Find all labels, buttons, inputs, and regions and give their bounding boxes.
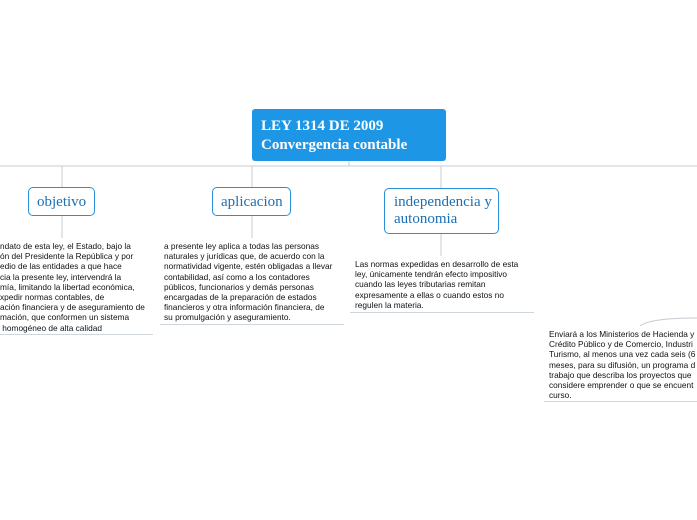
note-aplicacion: a presente ley aplica a todas las personas naturales y jurídicas que, de acuerdo con la normatividad vigente, estén obligadas a llevar contabilidad, así como a los contadores públicos, funcionarios y demás personas encargadas de la preparación de estados financieros y otra información financiera, de su promulgación y aseguramiento.	[164, 241, 333, 323]
note-side: Enviará a los Ministerios de Hacienda y Crédito Público y de Comercio, Industri Turismo, al menos una vez cada seis (6 meses, para su difusión, un programa d trabajo que describa los proyectos que considere emprender o que se encuent curso.	[549, 329, 696, 401]
note-side-divider	[544, 401, 697, 402]
topic-aplicacion[interactable]	[212, 187, 291, 216]
note-objetivo: ndato de esta ley, el Estado, bajo la ón del Presidente la República y por edio de las entidades a que hace cia la presente ley, intervendrá la mía, limitando la libertad económica, xpedir normas contables, de ación financiera y de aseguramiento de mación, que conformen un sistema homogéneo de alta calidad	[0, 241, 145, 333]
note-independencia-divider	[350, 312, 534, 313]
root-title-line1: LEY 1314 DE 2009	[261, 118, 384, 134]
topic-aplicacion-label: aplicacion	[221, 194, 283, 210]
note-aplicacion-divider	[160, 324, 344, 325]
topic-independencia-label-line2: autonomia	[394, 211, 458, 227]
topic-independencia-y-autonomia[interactable]	[384, 188, 499, 234]
note-objetivo-divider	[0, 334, 153, 335]
topic-independencia-label-line1: independencia y	[394, 194, 492, 210]
root-title-line2: Convergencia contable	[261, 137, 408, 153]
note-independencia: Las normas expedidas en desarrollo de esta ley, únicamente tendrán efecto impositivo cuando las leyes tributarias remitan expresamente a ellas o cuando estos no regulen la materia.	[355, 259, 519, 310]
topic-objetivo[interactable]	[28, 187, 95, 216]
root-topic[interactable]	[252, 109, 446, 161]
topic-objetivo-label: objetivo	[37, 194, 87, 210]
